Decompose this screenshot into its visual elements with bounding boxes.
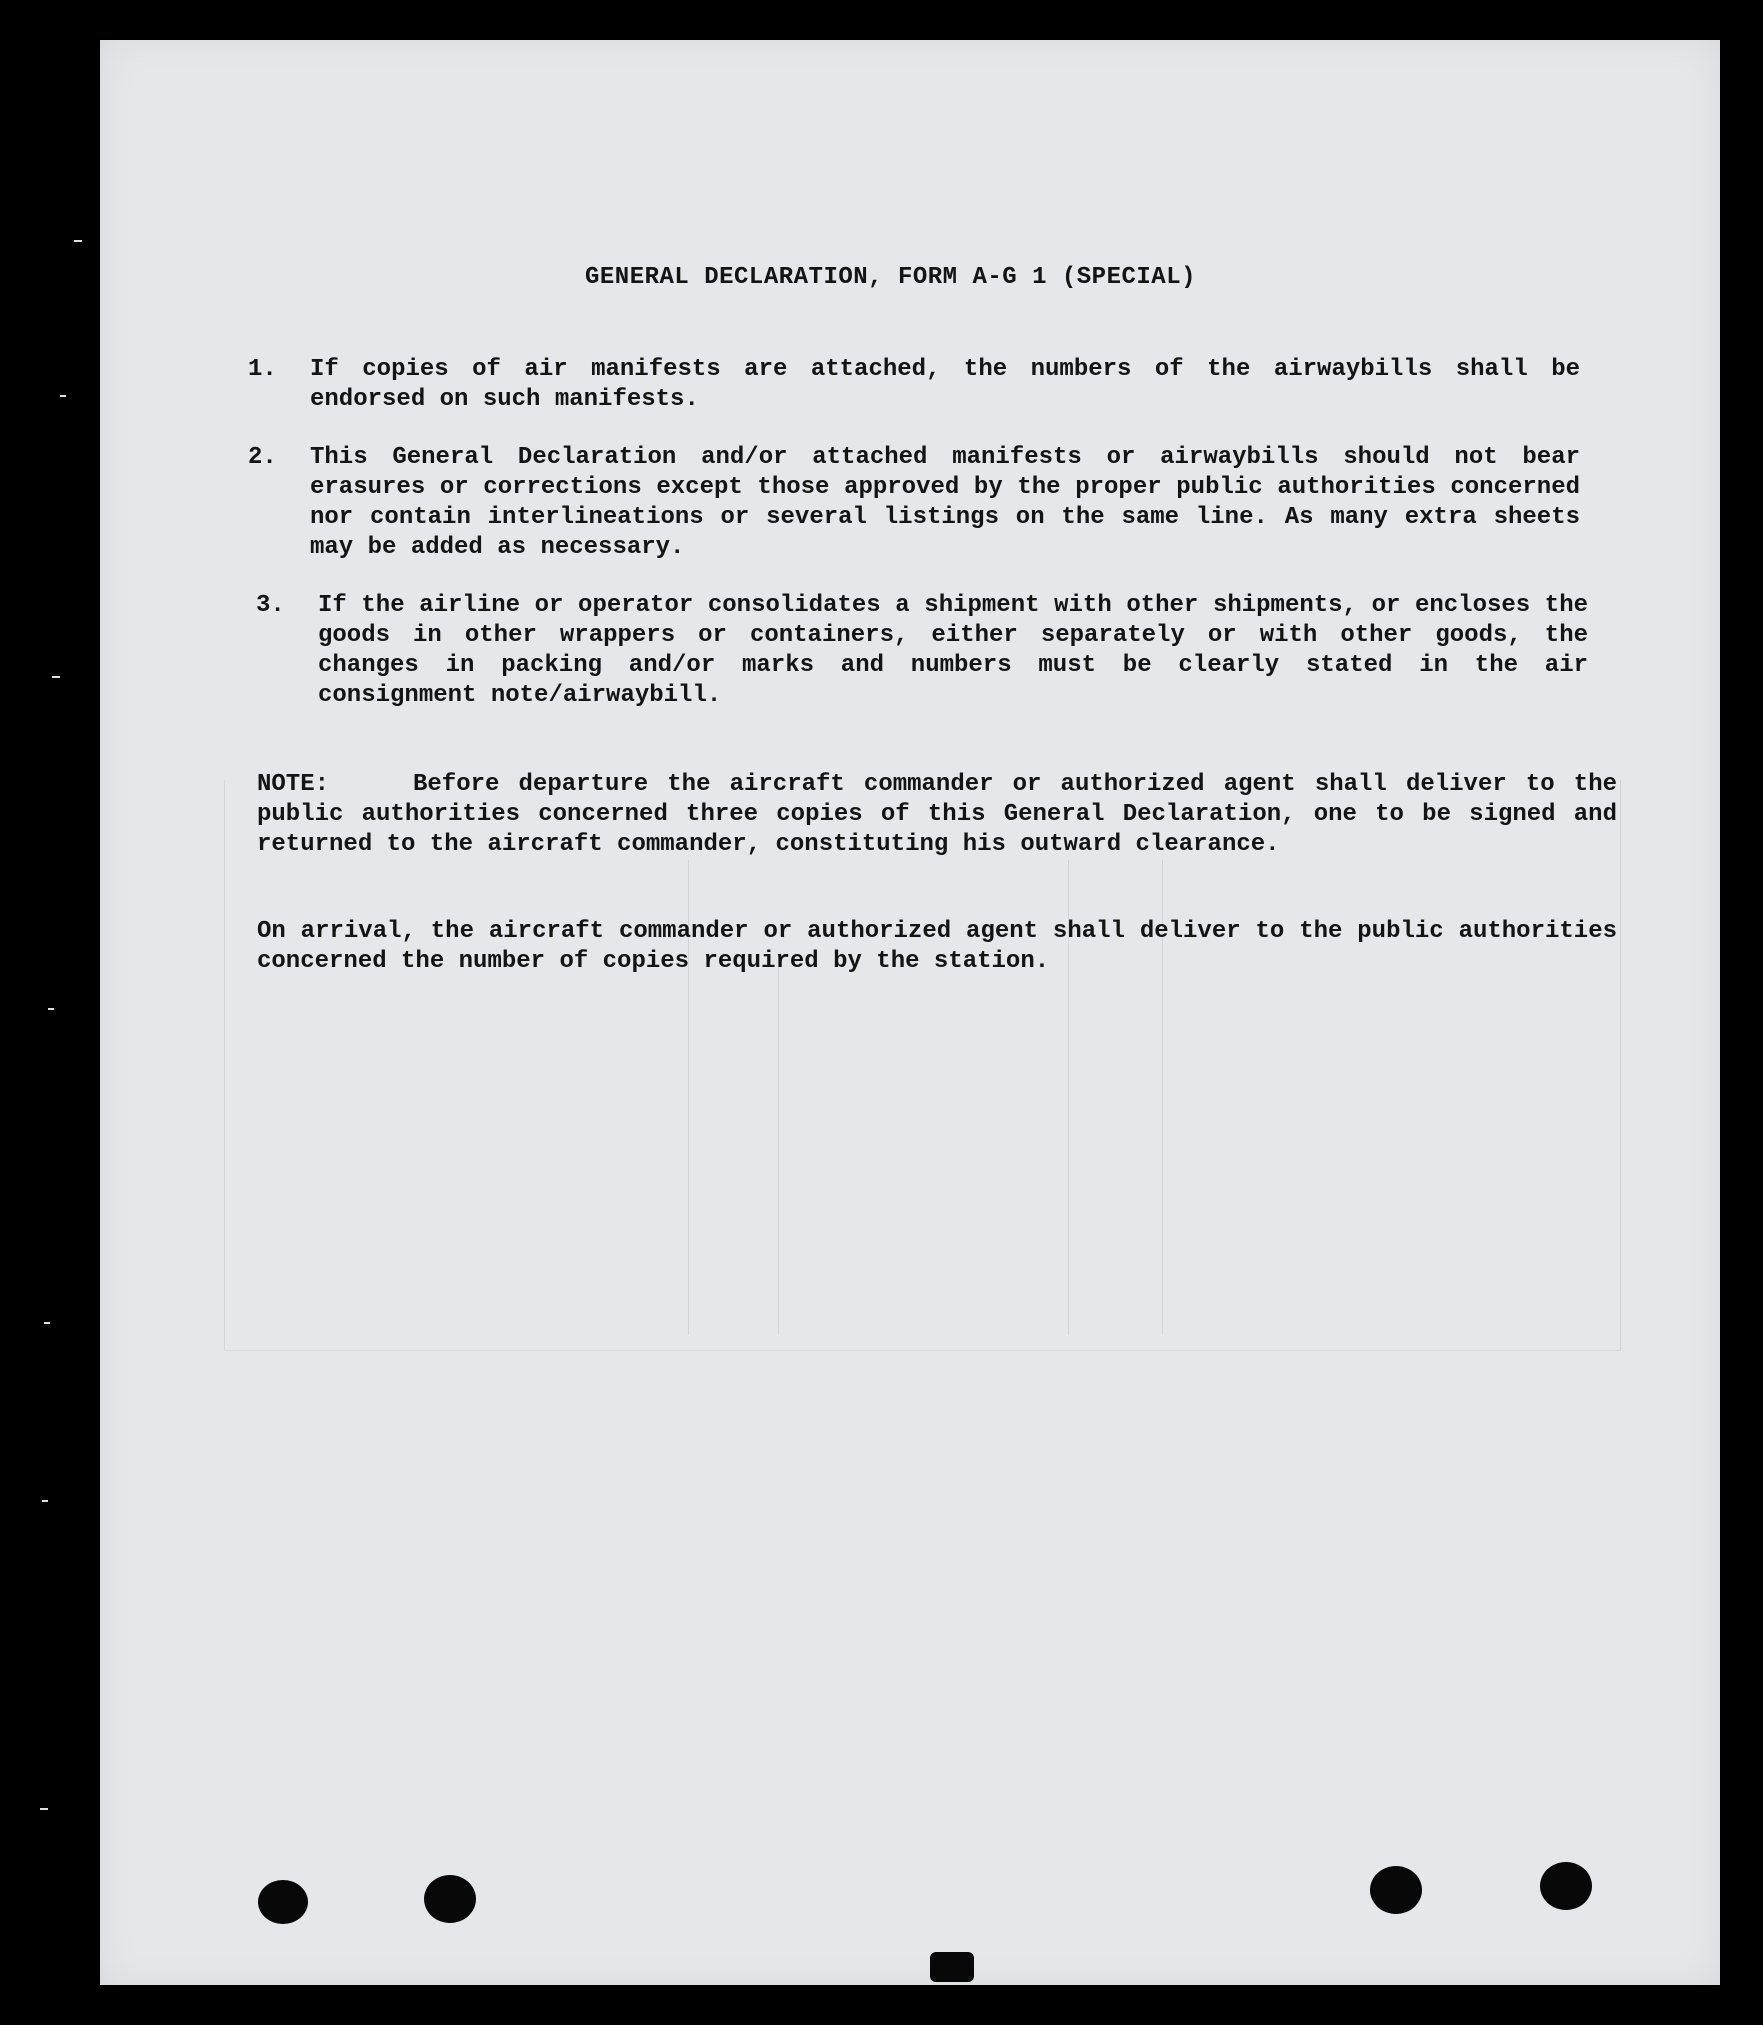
scan-speck bbox=[52, 676, 60, 678]
note-label: NOTE: bbox=[257, 771, 330, 798]
item-number: 3. bbox=[256, 592, 285, 619]
scan-speck bbox=[44, 1322, 50, 1324]
item-number: 2. bbox=[248, 444, 277, 471]
punch-hole bbox=[1540, 1862, 1592, 1910]
scan-speck bbox=[42, 1500, 48, 1502]
punch-hole bbox=[258, 1880, 308, 1924]
punch-hole bbox=[424, 1875, 476, 1923]
document-title: GENERAL DECLARATION, FORM A-G 1 (SPECIAL) bbox=[585, 264, 1196, 291]
item-text: If the airline or operator consolidates a shipment with other shipments, or encloses the goods in other wrappers or containers, either separately or with other goods, the changes in packing and/or marks and numbers must be clearly stated in the air consignment note/airwaybill. bbox=[318, 592, 1588, 709]
bottom-notch bbox=[930, 1952, 974, 1982]
item-text: If copies of air manifests are attached, the numbers of the airwaybills shall be endorsed on such manifests. bbox=[310, 356, 1580, 413]
arrival-paragraph bbox=[257, 917, 1617, 977]
scan-speck bbox=[48, 1008, 54, 1010]
scan-speck bbox=[40, 1808, 48, 1810]
scan-speck bbox=[60, 395, 66, 397]
punch-hole bbox=[1370, 1866, 1422, 1914]
note-text: Before departure the aircraft commander or authorized agent shall deliver to the public authorities concerned three copies of this General Declaration, one to be signed and returned to the aircraft commander, constituting his outward clearance. bbox=[257, 771, 1617, 858]
arrival-text: On arrival, the aircraft commander or authorized agent shall deliver to the public authorities concerned the number of copies required by the station. bbox=[257, 918, 1617, 975]
note-paragraph bbox=[257, 770, 1617, 860]
scan-speck bbox=[74, 240, 82, 242]
item-text: This General Declaration and/or attached manifests or airwaybills should not bear erasures or corrections except those approved by the proper public authorities concerned nor contain interlineations or several listings on the same line. As many extra sheets may be added as necessary. bbox=[310, 444, 1580, 561]
item-number: 1. bbox=[248, 356, 277, 383]
